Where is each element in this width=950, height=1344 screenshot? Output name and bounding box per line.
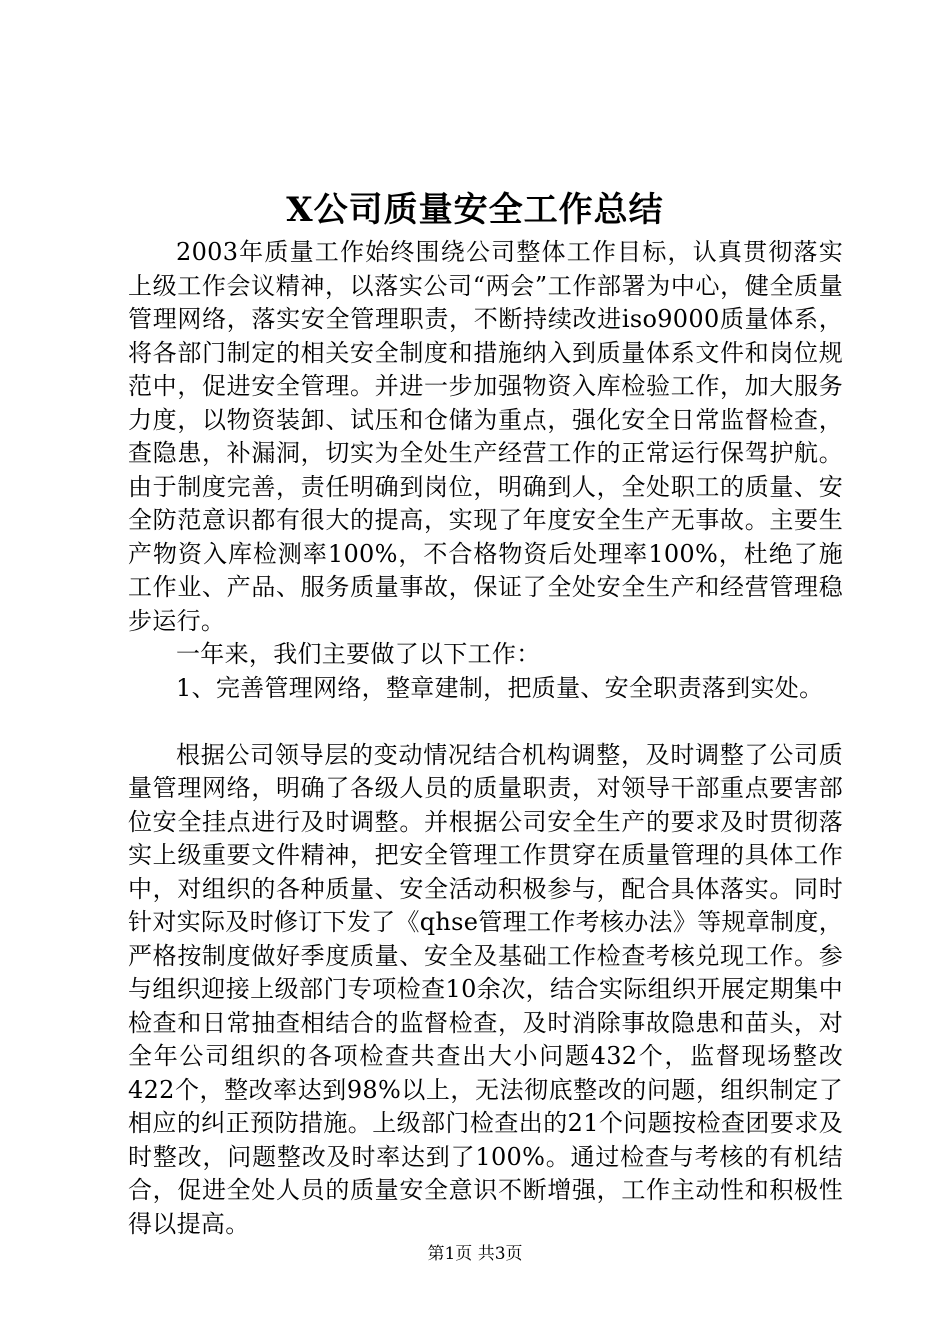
- section-heading-1: 1、完善管理网络，整章建制，把质量、安全职责落到实处。: [176, 673, 824, 702]
- paragraph-summary: 2003年质量工作始终围绕公司整体工作目标，认真贯彻落实上级工作会议精神，以落实公司“两会”工作部署为中心，健全质量管理网络，落实安全管理职责，不断持续改进iso9000质量体系，将各部门制定的相关安全制度和措施纳入到质量体系文件和岗位规范中，促进安全管理。并进一步加强物资入库检验工作，加大服务力度，以物资装卸、试压和仓储为重点，强化安全日常监督检查，查隐患，补漏洞，切实为全处生产经营工作的正常运行保驾护航。由于制度完善，责任明确到岗位，明确到人，全处职工的质量、安全防范意识都有很大的提高，实现了年度安全生产无事故。主要生产物资入库检测率100%，不合格物资后处理率100%，杜绝了施工作业、产品、服务质量事故，保证了全处安全生产和经营管理稳步运行。: [128, 238, 843, 635]
- document-body: [128, 236, 843, 1241]
- page-number: 第1页 共3页: [427, 1244, 523, 1264]
- document-title: X公司质量安全工作总结: [286, 190, 664, 230]
- paragraph-section-1: 根据公司领导层的变动情况结合机构调整，及时调整了公司质量管理网络，明确了各级人员的质量职责，对领导干部重点要害部位安全挂点进行及时调整。并根据公司安全生产的要求及时贯彻落实上级重要文件精神，把安全管理工作贯穿在质量管理的具体工作中，对组织的各种质量、安全活动积极参与，配合具体落实。同时针对实际及时修订下发了《qhse管理工作考核办法》等规章制度，严格按制度做好季度质量、安全及基础工作检查考核兑现工作。参与组织迎接上级部门专项检查10余次，结合实际组织开展定期集中检查和日常抽查相结合的监督检查，及时消除事故隐患和苗头，对全年公司组织的各项检查共查出大小问题432个，监督现场整改422个，整改率达到98%以上，无法彻底整改的问题，组织制定了相应的纠正预防措施。上级部门检查出的21个问题按检查团要求及时整改，问题整改及时率达到了100%。通过检查与考核的有机结合，促进全处人员的质量安全意识不断增强，工作主动性和积极性得以提高。: [128, 740, 843, 1238]
- paragraph-intro: 一年来，我们主要做了以下工作：: [176, 640, 541, 668]
